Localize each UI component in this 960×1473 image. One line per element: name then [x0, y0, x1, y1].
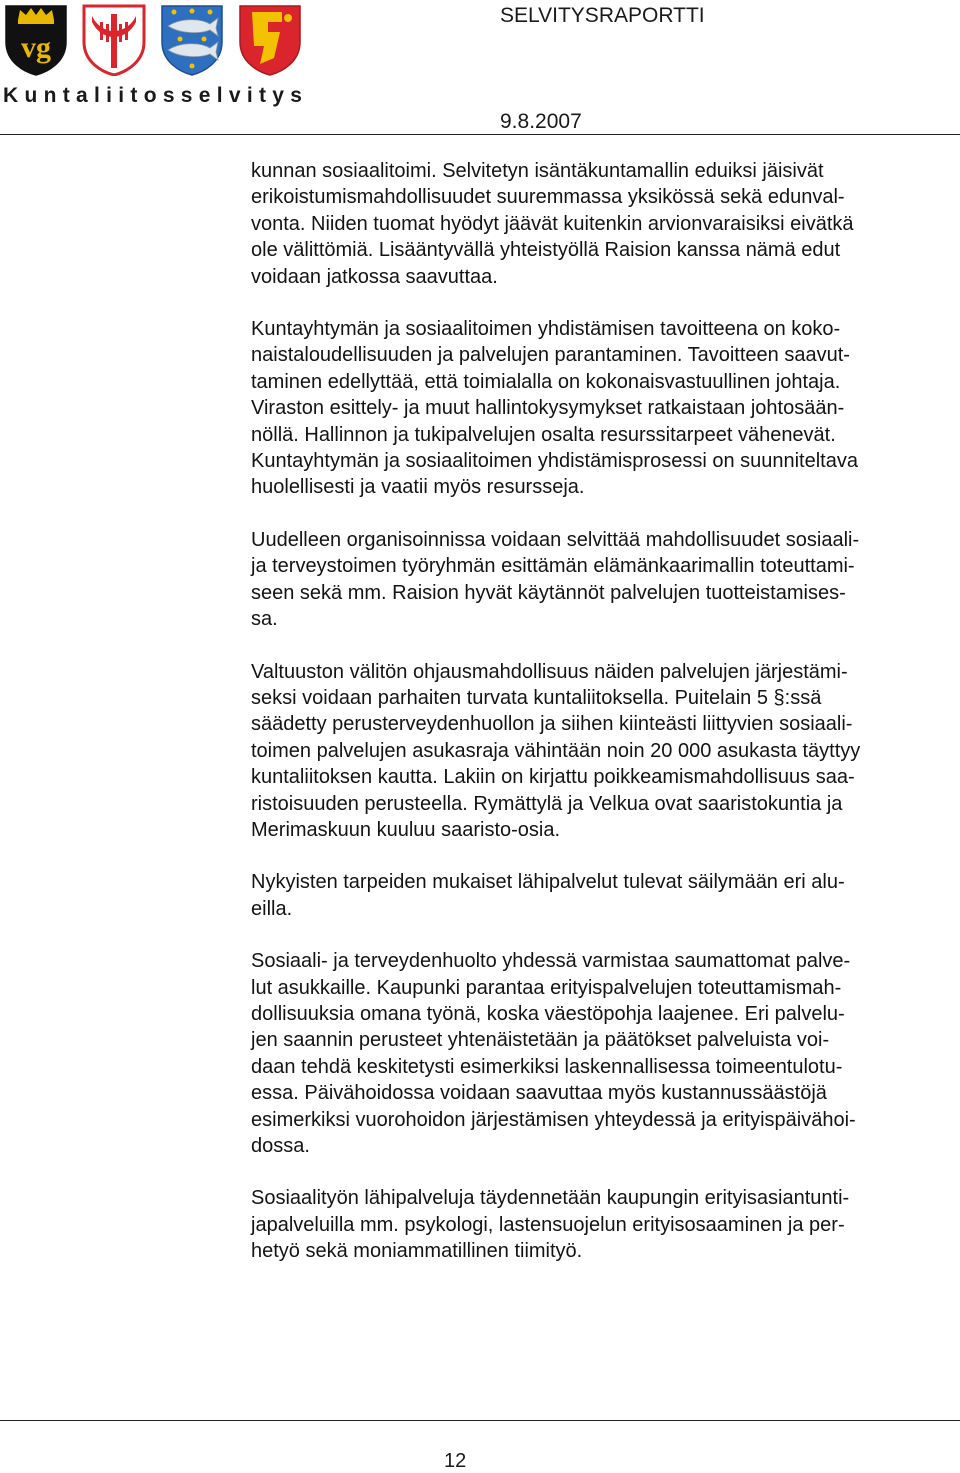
report-body: [251, 158, 956, 1291]
paragraph: Uudelleen organisoinnissa voidaan selvittää mahdollisuudet sosiaali- ja terveystoimen työryhmän esittämän elämänkaarimallin toteuttami- seen sekä mm. Raision hyvät käytännöt palvelujen tuotteistamises- sa.: [251, 528, 860, 631]
header-divider: [0, 134, 960, 135]
document-date: 9.8.2007: [500, 110, 582, 133]
document-type: SELVITYSRAPORTTI: [500, 4, 705, 27]
crest-vg-icon: [4, 2, 68, 76]
crest-blue-fish-icon: [160, 2, 224, 76]
crest-red-yellow-icon: [238, 2, 302, 76]
brand-title: Kuntaliitosselvitys: [3, 84, 309, 107]
crest-red-tree-icon: [82, 2, 146, 76]
paragraph: kunnan sosiaalitoimi. Selvitetyn isäntäkuntamallin eduiksi jäisivät erikoistumismahdollisuudet suuremmassa yksikössä sekä edunval- vonta. Niiden tuomat hyödyt jäävät kuitenkin arvionvaraisiksi eivätkä ole välittömiä. Lisääntyvällä yhteistyöllä Raision kanssa nämä edut voidaan jatkossa saavuttaa.: [251, 160, 854, 288]
paragraph: Sosiaali- ja terveydenhuolto yhdessä varmistaa saumattomat palve- lut asukkaille. Kaupunki parantaa erityispalvelujen toteuttamismah- dollisuuksia omana työnä, koska väestöpohja laajenee. Eri palvelu- jen saannin perusteet yhtenäistetään ja päätökset palveluista voi- daan tehdä keskitetysti esimerkiksi laskennallisessa toimeentulotu- essa. Päivähoidossa voidaan saavuttaa myös kustannussäästöjä esimerkiksi vuorohoidon järjestämisen yhteydessä ja erityispäivähoi- dossa.: [251, 950, 856, 1157]
footer-divider: [0, 1420, 960, 1421]
municipal-crests: [4, 2, 302, 76]
paragraph: Kuntayhtymän ja sosiaalitoimen yhdistämisen tavoitteena on koko- naistaloudellisuuden ja palvelujen parantaminen. Tavoitteen saavut- taminen edellyttää, että toimialalla on kokonaisvastuullinen johtaja. Viraston esittely- ja muut hallintokysymykset ratkaistaan johtosään- nöllä. Hallinnon ja tukipalvelujen osalta resurssitarpeet vähenevät. Kuntayhtymän ja sosiaalitoimen yhdistämisprosessi on suunniteltava huolellisesti ja vaatii myös resursseja.: [251, 318, 858, 499]
paragraph: Valtuuston välitön ohjausmahdollisuus näiden palvelujen järjestämi- seksi voidaan parhaiten turvata kuntaliitoksella. Puitelain 5 §:ssä säädetty perusterveydenhuollon ja siihen kiinteästi liittyvien sosiaali- toimen palvelujen asukasraja vähintään noin 20 000 asukasta täyttyy kuntaliitoksen kautta. Lakiin on kirjattu poikkeamismahdollisuus saa- ristoisuuden perusteella. Rymättylä ja Velkua ovat saaristokuntia ja Merimaskuun kuuluu saaristo-osia.: [251, 660, 861, 841]
svg-text:vg: vg: [21, 31, 51, 64]
paragraph: Sosiaalityön lähipalveluja täydennetään kaupungin erityisasiantunti- japalveluilla mm. psykologi, lastensuojelun erityisosaaminen ja per- hetyö sekä moniammatillinen tiimityö.: [251, 1187, 850, 1263]
page-number: 12: [444, 1450, 467, 1472]
paragraph: Nykyisten tarpeiden mukaiset lähipalvelut tulevat säilymään eri alu- eilla.: [251, 871, 845, 920]
